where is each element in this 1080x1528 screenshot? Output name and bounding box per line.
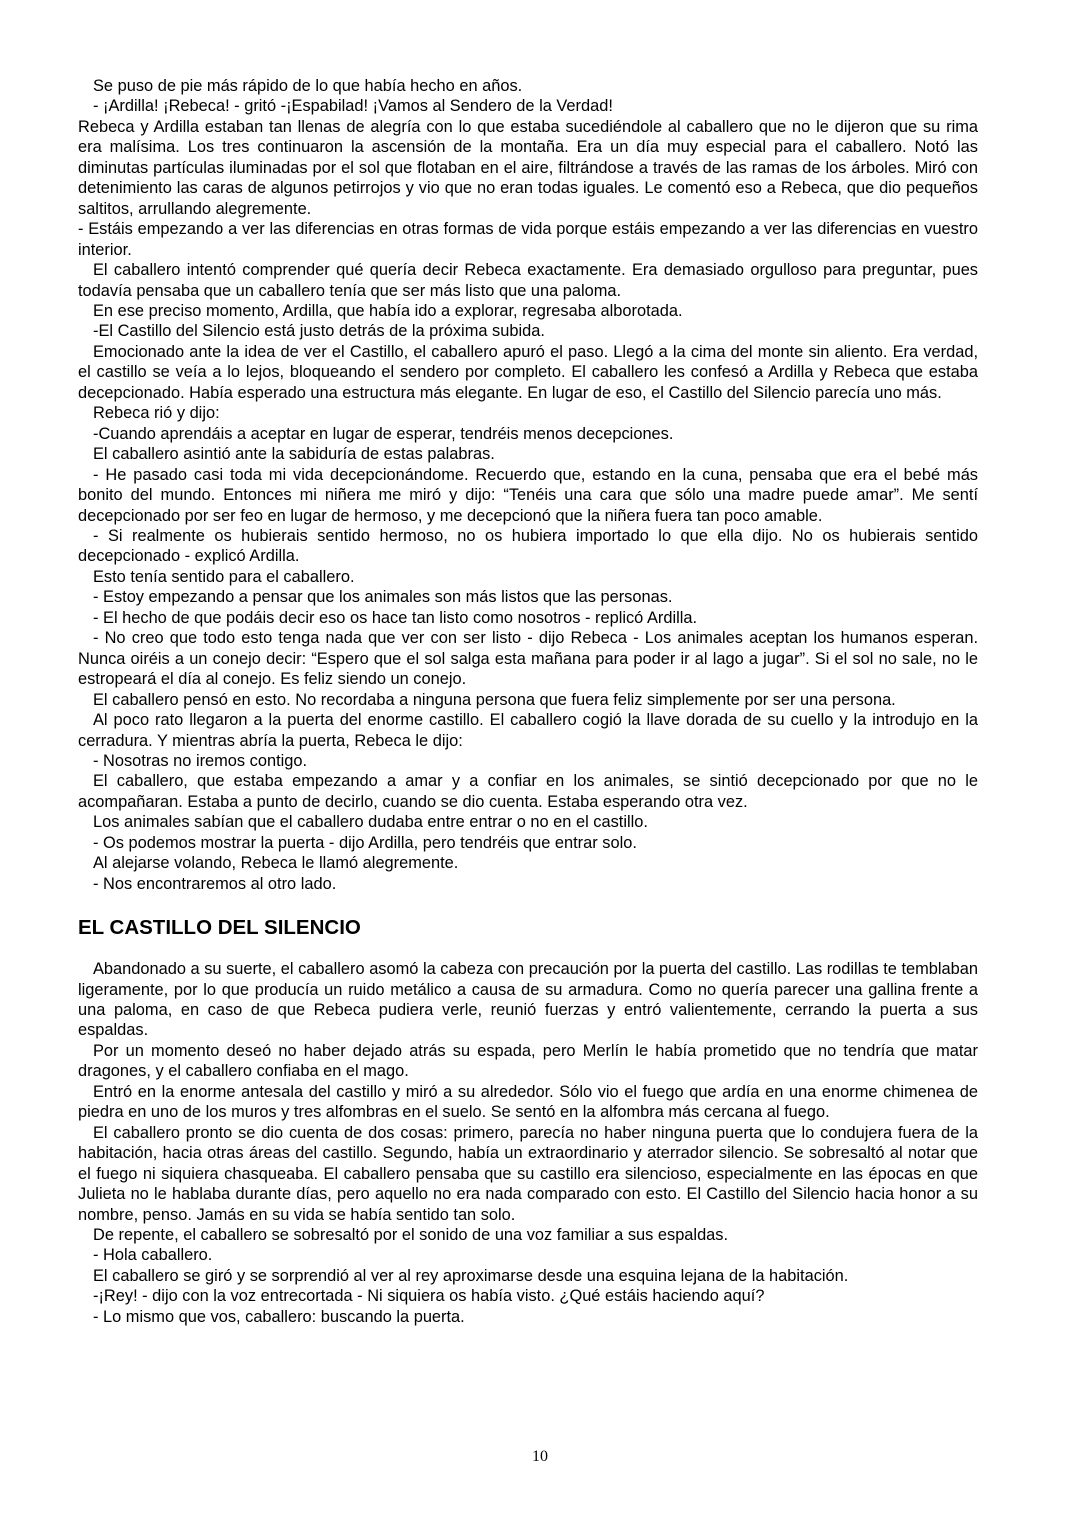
paragraph: -¡Rey! - dijo con la voz entrecortada - Ni siquiera os había visto. ¿Qué estáis haciendo aquí? <box>93 1287 765 1306</box>
paragraph: Por un momento deseó no haber dejado atrás su espada, pero Merlín le había prometido que no tendría que matar dragones, y el caballero confiaba en el mago. <box>78 1041 978 1081</box>
paragraph: Al alejarse volando, Rebeca le llamó alegremente. <box>93 854 459 873</box>
paragraph: El caballero se giró y se sorprendió al ver al rey aproximarse desde una esquina lejana de la habitación. <box>93 1266 849 1285</box>
paragraph: Rebeca rió y dijo: <box>93 404 220 423</box>
document-page <box>78 76 978 1327</box>
paragraph: - Nosotras no iremos contigo. <box>93 751 308 770</box>
paragraph: - Os podemos mostrar la puerta - dijo Ardilla, pero tendréis que entrar solo. <box>93 833 637 852</box>
paragraph: - Estoy empezando a pensar que los animales son más listos que las personas. <box>93 588 673 607</box>
paragraph: De repente, el caballero se sobresaltó por el sonido de una voz familiar a sus espaldas. <box>93 1226 729 1245</box>
paragraph: El caballero pronto se dio cuenta de dos cosas: primero, parecía no haber ninguna puerta que lo condujera fuera de la habitación, hacia otras áreas del castillo. Segundo, había un extraordinario y aterrador silencio. Se sobresaltó al notar que el fuego ni siquiera chasqueaba. El caballero pensaba que su castillo era silencioso, especialmente en las épocas en que Julieta no le hablaba durante días, pero aquello no era nada comparado con esto. El Castillo del Silencio hacia honor a su nombre, penso. Jamás en su vida se había sentido tan solo. <box>78 1123 978 1224</box>
paragraph: Esto tenía sentido para el caballero. <box>93 567 355 586</box>
paragraph: - No creo que todo esto tenga nada que ver con ser listo - dijo Rebeca - Los animales aceptan los humanos esperan. Nunca oiréis a un conejo decir: “Espero que el sol salga esta mañana para poder ir al lago a jugar”. Si el sol no sale, no le estropeará el día al conejo. Es feliz siendo un conejo. <box>78 629 978 689</box>
paragraph: Entró en la enorme antesala del castillo y miró a su alrededor. Sólo vio el fuego que ardía en una enorme chimenea de piedra en uno de los muros y tres alfombras en el suelo. Se sentó en la alfombra más cercana al fuego. <box>78 1082 978 1122</box>
page-number: 10 <box>532 1448 548 1465</box>
section-narrative <box>78 76 978 894</box>
paragraph: - El hecho de que podáis decir eso os hace tan listo como nosotros - replicó Ardilla. <box>93 608 698 627</box>
paragraph: - Estáis empezando a ver las diferencias en otras formas de vida porque estáis empezando a ver las diferencias en vuestro interior. <box>78 220 978 259</box>
paragraph: -Cuando aprendáis a aceptar en lugar de esperar, tendréis menos decepciones. <box>93 424 674 443</box>
section-castle-of-silence <box>78 959 978 1327</box>
paragraph: Emocionado ante la idea de ver el Castillo, el caballero apuró el paso. Llegó a la cima del monte sin aliento. Era verdad, el castillo se veía a lo lejos, bloqueando el sendero por completo. El caballero les confesó a Ardilla y Rebeca que estaba decepcionado. Había esperado una estructura más elegante. En lugar de eso, el Castillo del Silencio parecía uno más. <box>78 342 978 402</box>
paragraph: El caballero pensó en esto. No recordaba a ninguna persona que fuera feliz simplemente por ser una persona. <box>93 690 896 709</box>
paragraph: - ¡Ardilla! ¡Rebeca! - gritó -¡Espabilad! ¡Vamos al Sendero de la Verdad! <box>93 97 613 116</box>
paragraph: - He pasado casi toda mi vida decepcionándome. Recuerdo que, estando en la cuna, pensaba que era el bebé más bonito del mundo. Entonces mi niñera me miró y dijo: “Tenéis una cara que sólo una madre puede amar”. Me sentí decepcionado por ser feo en lugar de hermoso, y me decepcionó que la niñera fuera tan poco amable. <box>78 465 978 525</box>
paragraph: El caballero asintió ante la sabiduría de estas palabras. <box>93 445 495 464</box>
paragraph: - Hola caballero. <box>93 1246 213 1265</box>
paragraph: El caballero, que estaba empezando a amar y a confiar en los animales, se sintió decepcionado por que no le acompañaran. Estaba a punto de decirlo, cuando se dio cuenta. Estaba esperando otra vez. <box>78 772 978 811</box>
paragraph: Al poco rato llegaron a la puerta del enorme castillo. El caballero cogió la llave dorada de su cuello y la introdujo en la cerradura. Y mientras abría la puerta, Rebeca le dijo: <box>78 711 978 750</box>
paragraph: El caballero intentó comprender qué quería decir Rebeca exactamente. Era demasiado orgulloso para preguntar, pues todavía pensaba que un caballero tenía que ser más listo que una paloma. <box>78 261 978 300</box>
section-heading: EL CASTILLO DEL SILENCIO <box>78 916 361 940</box>
paragraph: - Lo mismo que vos, caballero: buscando la puerta. <box>93 1307 465 1326</box>
paragraph: Abandonado a su suerte, el caballero asomó la cabeza con precaución por la puerta del castillo. Las rodillas te temblaban ligeramente, por lo que producía un ruido metálico a causa de su armadura. Como no quería parecer una gallina frente a una paloma, en caso de que Rebeca pudiera verle, reunió fuerzas y entró valientemente, cerrando la puerta a sus espaldas. <box>78 960 978 1040</box>
paragraph: Rebeca y Ardilla estaban tan llenas de alegría con lo que estaba sucediéndole al caballero que no le dijeron que su rima era malísima. Los tres continuaron la ascensión de la montaña. Era un día muy especial para el caballero. Notó las diminutas partículas iluminadas por el sol que flotaban en el aire, filtrándose a través de las ramas de los árboles. Miró con detenimiento las caras de algunos petirrojos y vio que no eran todas iguales. Le comentó eso a Rebeca, que dio pequeños saltitos, arrullando alegremente. <box>78 117 978 218</box>
paragraph: - Nos encontraremos al otro lado. <box>93 874 337 893</box>
paragraph: Los animales sabían que el caballero dudaba entre entrar o no en el castillo. <box>93 813 648 832</box>
paragraph: - Si realmente os hubierais sentido hermoso, no os hubiera importado lo que ella dijo. No os hubierais sentido decepcionado - explicó Ardilla. <box>78 526 978 566</box>
paragraph: Se puso de pie más rápido de lo que había hecho en años. <box>93 77 523 95</box>
paragraph: -El Castillo del Silencio está justo detrás de la próxima subida. <box>93 322 545 341</box>
paragraph: En ese preciso momento, Ardilla, que había ido a explorar, regresaba alborotada. <box>93 301 683 320</box>
